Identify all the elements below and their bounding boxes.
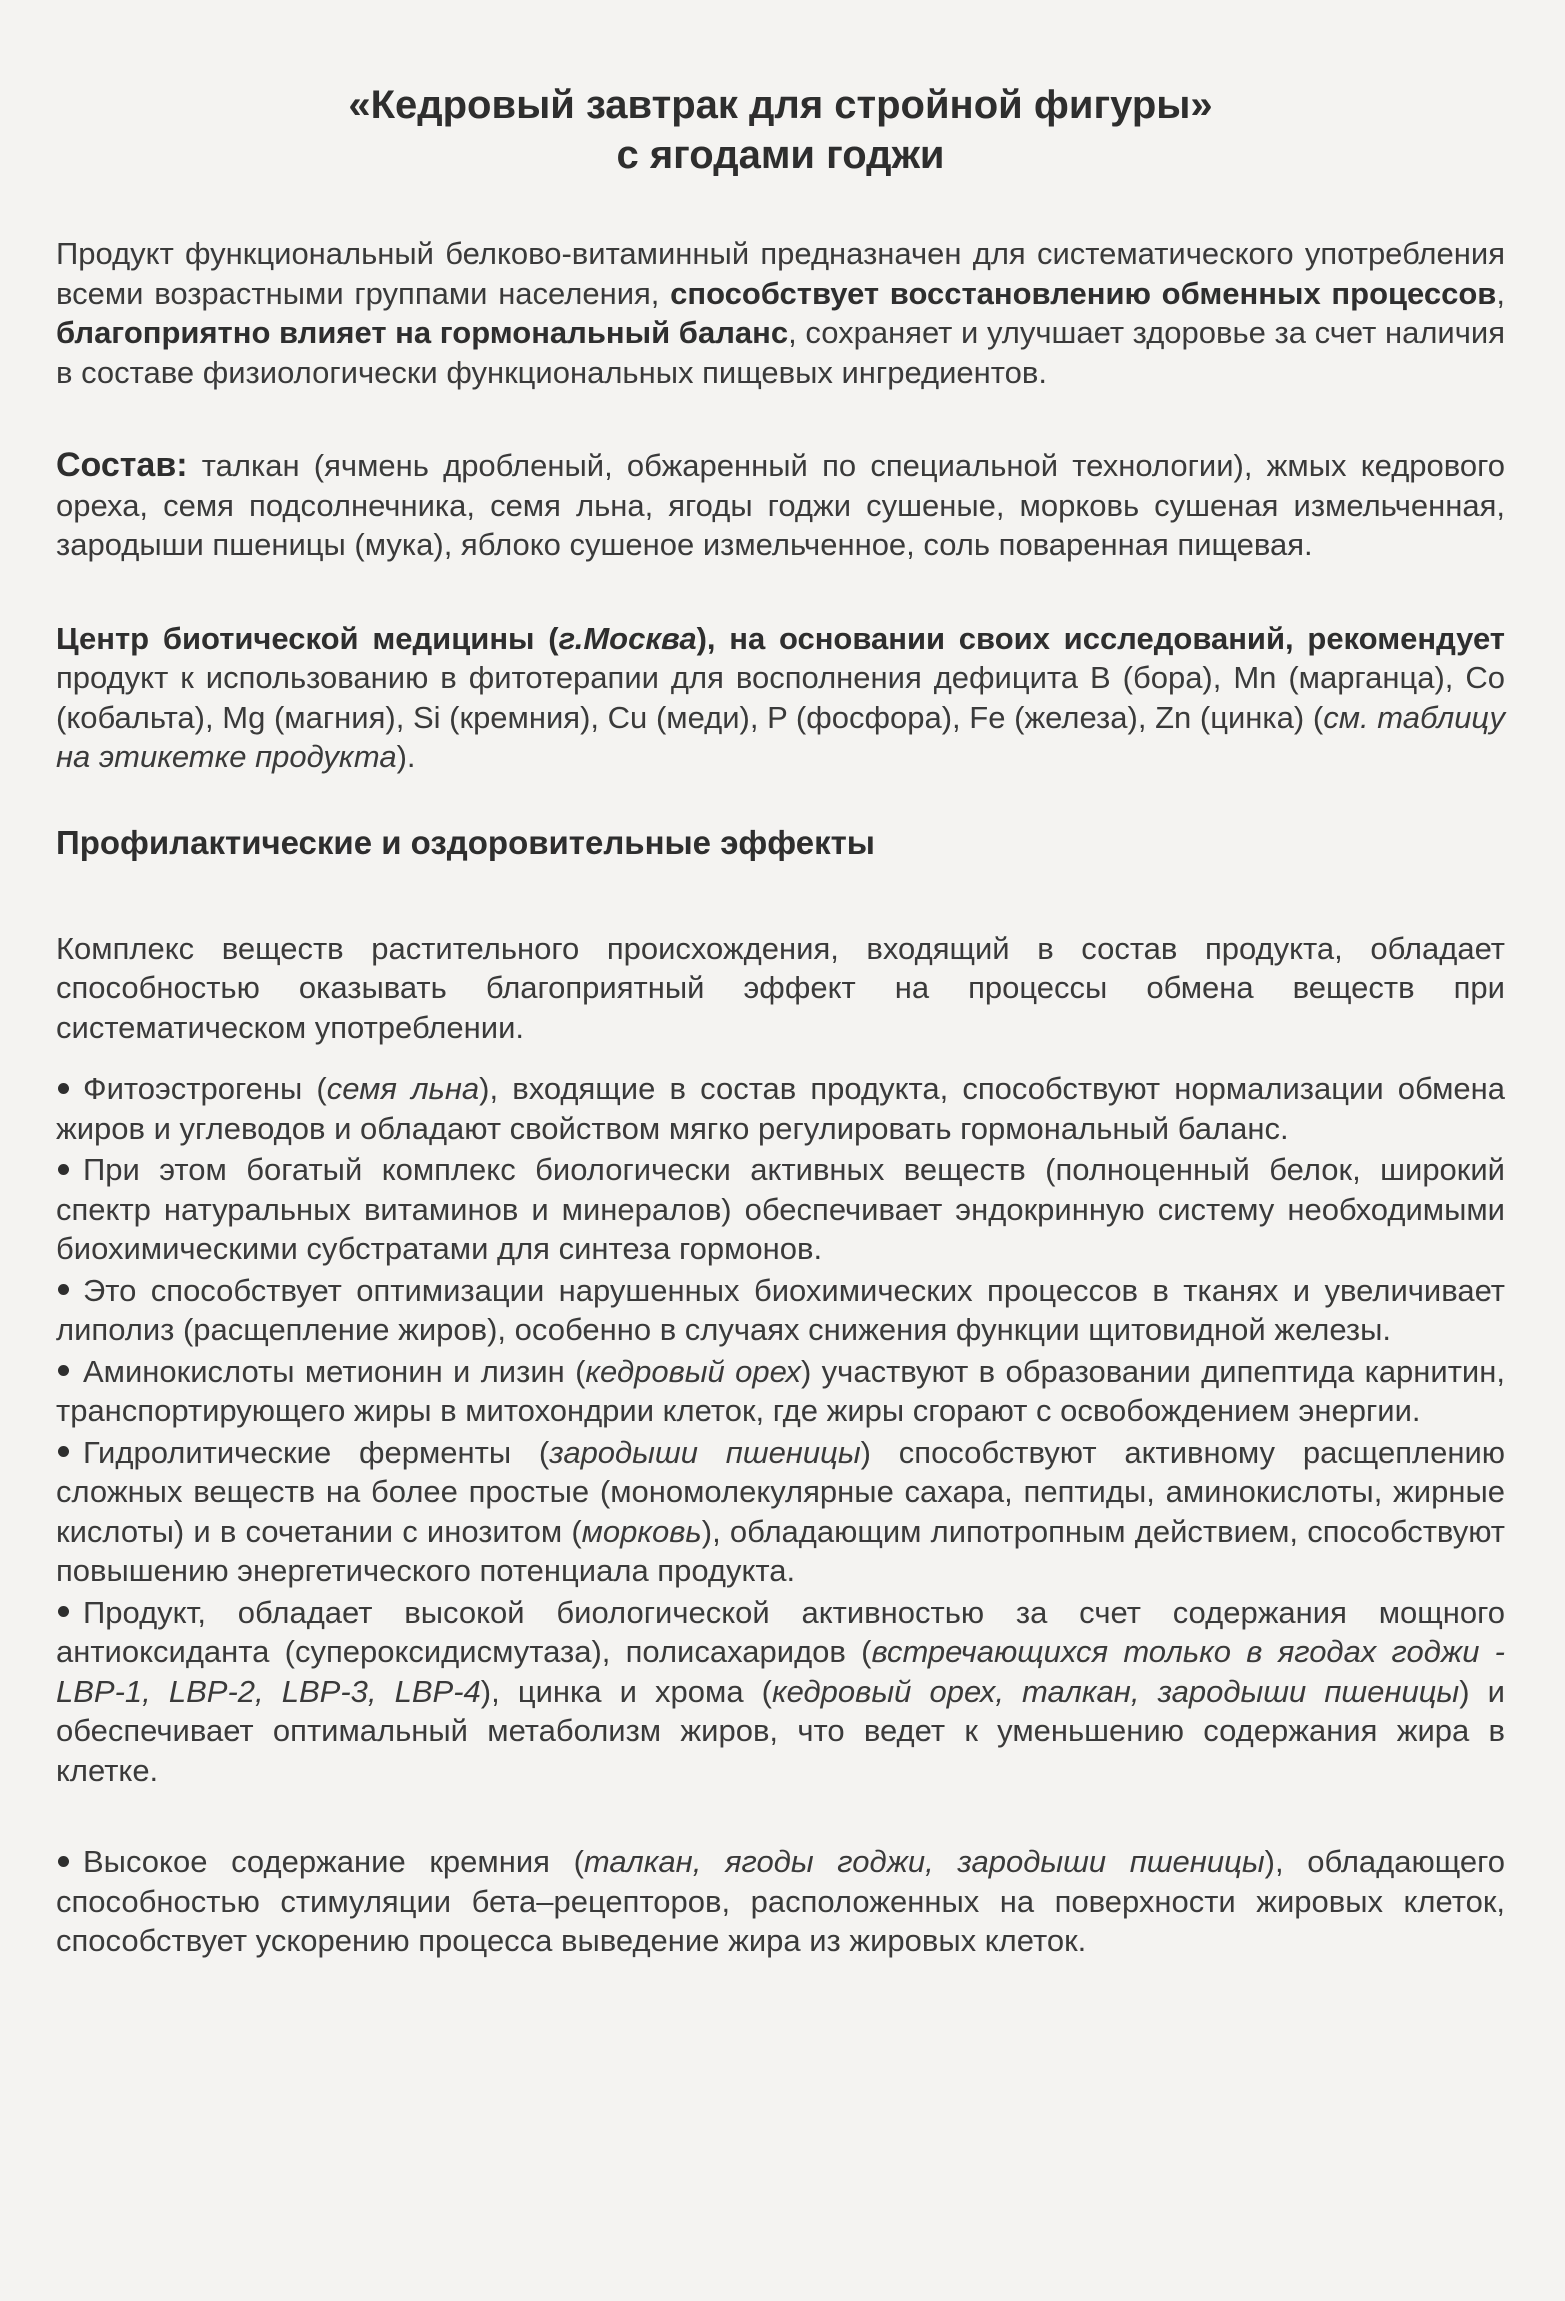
bullet-icon [58,1164,69,1175]
bullet-icon [58,1856,69,1867]
intro-paragraph [56,234,1505,392]
bullet-5-italic-1: зародыши пшеницы [549,1434,861,1470]
list-item [56,1842,1505,1961]
effects-list [56,1069,1505,1961]
title-line-2: с ягодами годжи [616,133,945,177]
bullet-6-text-1: Продукт, обладает высокой биологической активностью за счет содержания мощного антиоксиданта (супероксидисмутаза), полисахаридов ( [56,1594,1505,1669]
bullet-icon [58,1365,69,1376]
bullet-4-italic-1: кедровый орех [585,1353,802,1389]
bullet-2-text-1: При этом богатый комплекс биологически активных веществ (полноценный белок, широкий спектр натуральных витаминов и минералов) обеспечивает эндокринную систему необходимыми биохимическими субстратами для синтеза гормонов. [56,1152,1505,1266]
center-bold-2: ), на основании своих исследований, рекомендует [696,620,1505,656]
intro-text-3: , сохраняет и улучшает здоровье за счет наличия в составе физиологически функциональных пищевых ингредиентов. [56,315,1505,390]
bullet-icon [58,1606,69,1617]
complex-paragraph: Комплекс веществ растительного происхождения, входящий в состав продукта, обладает способностью оказывать благоприятный эффект на процессы обмена веществ при систематическом употреблении. [56,930,1505,1045]
list-item [56,1069,1505,1148]
bullet-1-italic-1: семя льна [326,1071,480,1106]
bullet-1-text-1: Фитоэстрогены ( [83,1071,327,1106]
intro-bold-2: благоприятно влияет на гормональный баланс [56,315,789,350]
bullet-1-text-2: ), входящие в состав продукта, способствуют нормализации обмена жиров и углеводов и обладают свойством мягко регулировать гормональный баланс. [56,1071,1506,1146]
intro-bold-1: способствует восстановлению обменных процессов [670,275,1497,311]
bullet-5-text-2: ) способствуют активному расщеплению сложных веществ на более простые (мономолекулярные сахара, пептиды, аминокислоты, жирные кислоты) и в сочетании с инозитом ( [56,1434,1506,1549]
bullet-6-italic-1: встречающихся только в ягодах годжи - LBP-1, LBP-2, LBP-3, LBP-4 [56,1634,1505,1709]
bullet-7-text-1: Высокое содержание кремния ( [83,1844,584,1879]
list-item [56,1433,1505,1591]
center-italic-1: см. таблицу на этикетке продукта [56,699,1506,774]
list-item [56,1352,1505,1431]
bullet-6-text-3: ) и обеспечивает оптимальный метаболизм жиров, что ведет к уменьшению содержания жира в клетке. [56,1673,1505,1788]
title-line-1: «Кедровый завтрак для стройной фигуры» [348,83,1213,127]
bullet-icon [58,1284,69,1295]
document-title [56,80,1505,180]
bullet-7-text-2: ), обладающего способностью стимуляции бета–рецепторов, расположенных на поверхности жировых клеток, способствует ускорению процесса выведение жира из жировых клеток. [56,1844,1505,1958]
intro-text-2: , [1496,275,1505,311]
bullet-icon [58,1083,69,1094]
center-bold-italic: г.Москва [558,620,697,656]
list-item [56,1271,1505,1350]
list-item [56,1593,1505,1791]
bullet-4-text-1: Аминокислоты метионин и лизин ( [83,1353,586,1389]
bullet-5-italic-2: морковь [581,1513,702,1549]
center-text-2: ). [396,739,416,774]
bullet-5-text-1: Гидролитические ферменты ( [83,1434,550,1470]
composition-text: талкан (ячмень дробленый, обжаренный по специальной технологии), жмых кедрового ореха, семя подсолнечника, семя льна, ягоды годжи сушеные, морковь сушеная измельченная, зародыши пшеницы (мука), яблоко сушеное измельченное, соль поваренная пищевая. [56,448,1505,562]
list-item [56,1150,1505,1269]
composition-paragraph [56,446,1505,565]
composition-label: Состав: [56,446,188,484]
bullet-7-italic-1: талкан, ягоды годжи, зародыши пшеницы [583,1844,1265,1879]
bullet-5-text-3: ), обладающим липотропным действием, способствуют повышению энергетического потенциала продукта. [56,1513,1505,1588]
bullet-6-text-2: ), цинка и хрома ( [480,1673,772,1709]
center-paragraph [56,619,1505,777]
bullet-4-text-2: ) участвуют в образовании дипептида карнитин, транспортирующего жиры в митохондрии клеток, где жиры сгорают с освобождением энергии. [56,1353,1505,1428]
bullet-3-text-1: Это способствует оптимизации нарушенных биохимических процессов в тканях и увеличивает липолиз (расщепление жиров), особенно в случаях снижения функции щитовидной железы. [56,1272,1505,1347]
effects-heading: Профилактические и оздоровительные эффекты [56,823,875,861]
center-bold-1: Центр биотической медицины ( [56,620,559,656]
bullet-icon [58,1446,69,1457]
intro-text-1: Продукт функциональный белково-витаминный предназначен для систематического употребления всеми возрастными группами населения, [56,236,1505,311]
bullet-6-italic-2: кедровый орех, талкан, зародыши пшеницы [772,1673,1460,1709]
center-text-1: продукт к использованию в фитотерапии для восполнения дефицита B (бора), Mn (марганца), Co (кобальта), Mg (магния), Si (кремния), Cu (меди), P (фосфора), Fe (железа), Zn (цинка) ( [56,660,1505,735]
